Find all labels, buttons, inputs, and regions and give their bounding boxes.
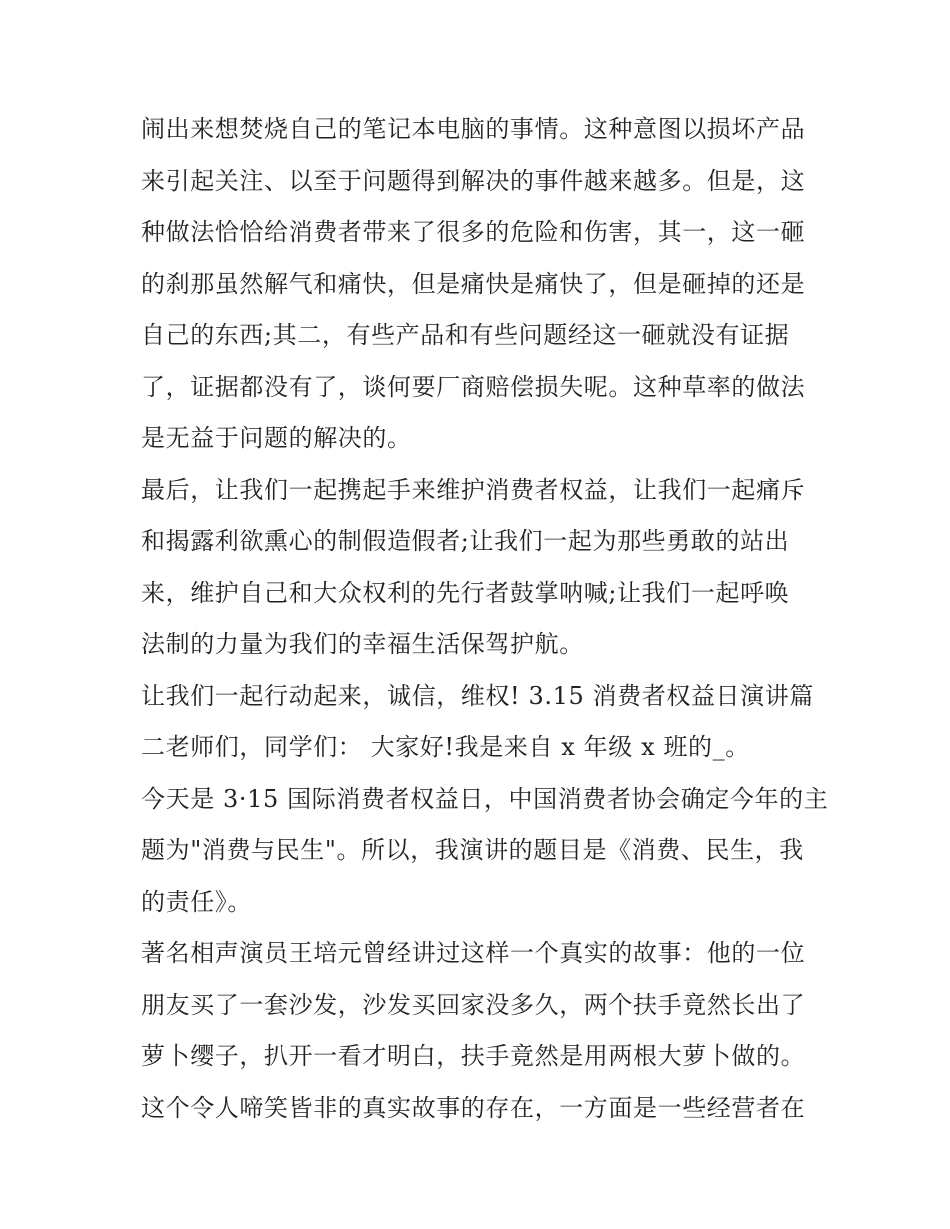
text-line: 今天是 3·15 国际消费者权益日，中国消费者协会确定今年的主 (141, 784, 829, 813)
text-line: 了，证据都没有了，谈何要厂商赔偿损失呢。这种草率的做法 (141, 372, 806, 401)
text-line: 最后，让我们一起携起手来维护消费者权益，让我们一起痛斥 (141, 475, 806, 504)
paragraph (141, 104, 813, 465)
text-line: 著名相声演员王培元曾经讲过这样一个真实的故事：他的一位 (141, 939, 806, 967)
paragraph (141, 671, 813, 774)
text-line: 让我们一起行动起来，诚信，维权! 3.15 消费者权益日演讲篇 (141, 681, 814, 710)
text-line: 和揭露利欲熏心的制假造假者;让我们一起为那些勇敢的站出 (141, 527, 790, 555)
text-line: 来引起关注、以至于问题得到解决的事件越来越多。但是，这 (141, 166, 806, 195)
text-line: 的刹那虽然解气和痛快，但是痛快是痛快了，但是砸掉的还是 (141, 269, 806, 298)
text-line: 种做法恰恰给消费者带来了很多的危险和伤害，其一，这一砸 (141, 218, 806, 246)
text-line: 是无益于问题的解决的。 (141, 424, 412, 452)
text-line: 题为"消费与民生"。所以，我演讲的题目是《消费、民生，我 (141, 836, 804, 864)
text-line: 闹出来想焚烧自己的笔记本电脑的事情。这种意图以损坏产品 (141, 115, 806, 143)
text-line: 法制的力量为我们的幸福生活保驾护航。 (141, 630, 584, 658)
document-body (141, 104, 829, 1134)
text-line: 这个令人啼笑皆非的真实故事的存在，一方面是一些经营者在 (141, 1093, 806, 1122)
paragraph (141, 928, 813, 1134)
text-line: 萝卜缨子，扒开一看才明白，扶手竟然是用两根大萝卜做的。 (141, 1042, 806, 1070)
text-line: 自己的东西;其二，有些产品和有些问题经这一砸就没有证据 (141, 321, 790, 349)
text-line: 朋友买了一套沙发，沙发买回家没多久，两个扶手竟然长出了 (141, 990, 806, 1019)
text-line: 二老师们，同学们： 大家好!我是来自 x 年级 x 班的_。 (141, 733, 750, 761)
paragraph (141, 774, 829, 929)
text-line: 来，维护自己和大众权利的先行者鼓掌呐喊;让我们一起呼唤 (141, 578, 790, 607)
text-line: 的责任》。 (141, 887, 252, 916)
paragraph (141, 465, 813, 671)
